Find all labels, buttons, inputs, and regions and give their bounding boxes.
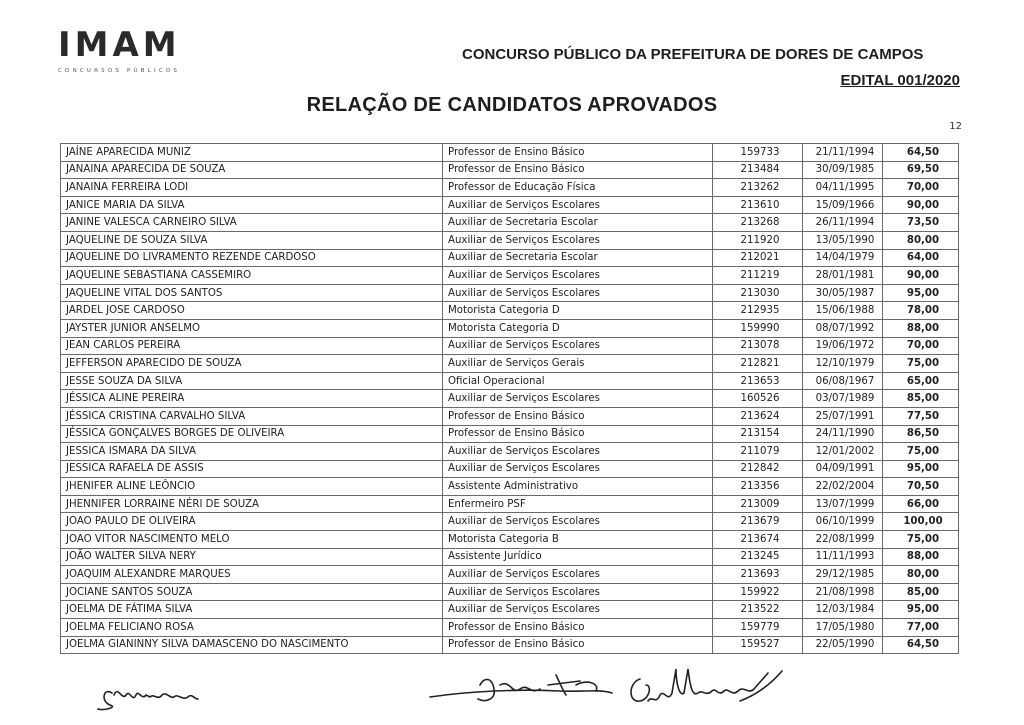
position: Auxiliar de Serviços Escolares <box>443 267 713 285</box>
position: Auxiliar de Serviços Escolares <box>443 566 713 584</box>
score: 95,00 <box>883 601 959 619</box>
candidate-name: JAQUELINE VITAL DOS SANTOS <box>61 284 443 302</box>
birth-date: 04/09/1991 <box>803 460 883 478</box>
inscription-number: 213693 <box>713 566 803 584</box>
birth-date: 21/11/1994 <box>803 144 883 162</box>
birth-date: 21/08/1998 <box>803 583 883 601</box>
position: Auxiliar de Secretaria Escolar <box>443 249 713 267</box>
score: 70,50 <box>883 478 959 496</box>
table-row <box>61 443 959 461</box>
birth-date: 03/07/1989 <box>803 390 883 408</box>
inscription-number: 213624 <box>713 407 803 425</box>
birth-date: 28/01/1981 <box>803 267 883 285</box>
candidate-name: JHENIFER ALINE LEÔNCIO <box>61 478 443 496</box>
position: Professor de Ensino Básico <box>443 161 713 179</box>
inscription-number: 213610 <box>713 196 803 214</box>
candidate-name: JAQUELINE DO LIVRAMENTO REZENDE CARDOSO <box>61 249 443 267</box>
table-row <box>61 460 959 478</box>
score: 75,00 <box>883 355 959 373</box>
candidate-name: JANAINA APARECIDA DE SOUZA <box>61 161 443 179</box>
score: 69,50 <box>883 161 959 179</box>
inscription-number: 213009 <box>713 495 803 513</box>
position: Motorista Categoria D <box>443 302 713 320</box>
position: Auxiliar de Serviços Escolares <box>443 337 713 355</box>
candidate-name: JAÍNE APARECIDA MUNIZ <box>61 144 443 162</box>
score: 65,00 <box>883 372 959 390</box>
table-row <box>61 161 959 179</box>
score: 64,50 <box>883 636 959 654</box>
table-row <box>61 548 959 566</box>
inscription-number: 159733 <box>713 144 803 162</box>
position: Auxiliar de Serviços Escolares <box>443 460 713 478</box>
table-row <box>61 390 959 408</box>
score: 64,00 <box>883 249 959 267</box>
table-row <box>61 302 959 320</box>
birth-date: 22/08/1999 <box>803 531 883 549</box>
position: Auxiliar de Serviços Escolares <box>443 284 713 302</box>
candidate-name: JESSE SOUZA DA SILVA <box>61 372 443 390</box>
table-row <box>61 231 959 249</box>
position: Assistente Jurídico <box>443 548 713 566</box>
table-row <box>61 583 959 601</box>
candidate-name: JAYSTER JUNIOR ANSELMO <box>61 319 443 337</box>
inscription-number: 212821 <box>713 355 803 373</box>
birth-date: 30/09/1985 <box>803 161 883 179</box>
table-row <box>61 619 959 637</box>
inscription-number: 211219 <box>713 267 803 285</box>
table-row <box>61 372 959 390</box>
table-row <box>61 179 959 197</box>
position: Auxiliar de Serviços Escolares <box>443 390 713 408</box>
inscription-number: 213030 <box>713 284 803 302</box>
candidate-name: JANICE MARIA DA SILVA <box>61 196 443 214</box>
logo-subtitle: CONCURSOS PÚBLICOS <box>58 68 181 74</box>
birth-date: 15/06/1988 <box>803 302 883 320</box>
birth-date: 30/05/1987 <box>803 284 883 302</box>
candidate-name: JÉSSICA GONÇALVES BORGES DE OLIVEIRA <box>61 425 443 443</box>
birth-date: 08/07/1992 <box>803 319 883 337</box>
candidate-name: JANAINA FERREIRA LODI <box>61 179 443 197</box>
inscription-number: 213245 <box>713 548 803 566</box>
inscription-number: 212842 <box>713 460 803 478</box>
position: Auxiliar de Secretaria Escolar <box>443 214 713 232</box>
score: 64,50 <box>883 144 959 162</box>
score: 95,00 <box>883 284 959 302</box>
inscription-number: 213268 <box>713 214 803 232</box>
score: 80,00 <box>883 231 959 249</box>
birth-date: 17/05/1980 <box>803 619 883 637</box>
table-row <box>61 214 959 232</box>
table-row <box>61 249 959 267</box>
approved-candidates-table <box>60 143 959 654</box>
table-row <box>61 144 959 162</box>
score: 78,00 <box>883 302 959 320</box>
candidate-name: JARDEL JOSE CARDOSO <box>61 302 443 320</box>
birth-date: 29/12/1985 <box>803 566 883 584</box>
candidate-name: JOAO PAULO DE OLIVEIRA <box>61 513 443 531</box>
inscription-number: 213674 <box>713 531 803 549</box>
signature-right <box>631 669 782 701</box>
table-row <box>61 531 959 549</box>
birth-date: 15/09/1966 <box>803 196 883 214</box>
position: Professor de Ensino Básico <box>443 407 713 425</box>
score: 90,00 <box>883 196 959 214</box>
position: Auxiliar de Serviços Gerais <box>443 355 713 373</box>
signatures <box>0 655 1024 725</box>
score: 90,00 <box>883 267 959 285</box>
inscription-number: 213356 <box>713 478 803 496</box>
position: Auxiliar de Serviços Escolares <box>443 196 713 214</box>
edital-number: EDITAL 001/2020 <box>840 72 960 89</box>
table-row <box>61 636 959 654</box>
candidate-name: JOAO VITOR NASCIMENTO MELO <box>61 531 443 549</box>
candidate-name: JAQUELINE DE SOUZA SILVA <box>61 231 443 249</box>
score: 88,00 <box>883 319 959 337</box>
inscription-number: 213484 <box>713 161 803 179</box>
document-title: RELAÇÃO DE CANDIDATOS APROVADOS <box>306 94 718 116</box>
signature-center <box>430 675 612 701</box>
birth-date: 26/11/1994 <box>803 214 883 232</box>
birth-date: 19/06/1972 <box>803 337 883 355</box>
inscription-number: 212935 <box>713 302 803 320</box>
position: Auxiliar de Serviços Escolares <box>443 601 713 619</box>
inscription-number: 213522 <box>713 601 803 619</box>
table-row <box>61 319 959 337</box>
table-row <box>61 407 959 425</box>
table-row <box>61 355 959 373</box>
position: Motorista Categoria B <box>443 531 713 549</box>
position: Auxiliar de Serviços Escolares <box>443 231 713 249</box>
table-body <box>61 144 959 654</box>
position: Assistente Administrativo <box>443 478 713 496</box>
inscription-number: 213653 <box>713 372 803 390</box>
inscription-number: 211079 <box>713 443 803 461</box>
position: Professor de Ensino Básico <box>443 636 713 654</box>
birth-date: 06/08/1967 <box>803 372 883 390</box>
score: 77,50 <box>883 407 959 425</box>
score: 66,00 <box>883 495 959 513</box>
table-row <box>61 478 959 496</box>
birth-date: 13/05/1990 <box>803 231 883 249</box>
birth-date: 24/11/1990 <box>803 425 883 443</box>
table-row <box>61 284 959 302</box>
position: Oficial Operacional <box>443 372 713 390</box>
candidate-name: JEFFERSON APARECIDO DE SOUZA <box>61 355 443 373</box>
score: 75,00 <box>883 531 959 549</box>
inscription-number: 213078 <box>713 337 803 355</box>
table-row <box>61 495 959 513</box>
birth-date: 22/05/1990 <box>803 636 883 654</box>
score: 100,00 <box>883 513 959 531</box>
candidate-name: JÉSSICA ALINE PEREIRA <box>61 390 443 408</box>
table-row <box>61 566 959 584</box>
table-row <box>61 267 959 285</box>
imam-logo <box>58 25 181 74</box>
candidate-name: JOAQUIM ALEXANDRE MARQUES <box>61 566 443 584</box>
birth-date: 25/07/1991 <box>803 407 883 425</box>
score: 70,00 <box>883 179 959 197</box>
table-row <box>61 601 959 619</box>
inscription-number: 213679 <box>713 513 803 531</box>
candidate-name: JESSICA ISMARA DA SILVA <box>61 443 443 461</box>
inscription-number: 212021 <box>713 249 803 267</box>
birth-date: 12/01/2002 <box>803 443 883 461</box>
position: Enfermeiro PSF <box>443 495 713 513</box>
birth-date: 13/07/1999 <box>803 495 883 513</box>
birth-date: 22/02/2004 <box>803 478 883 496</box>
birth-date: 12/10/1979 <box>803 355 883 373</box>
birth-date: 12/03/1984 <box>803 601 883 619</box>
logo-wordmark: IMAM <box>58 25 181 65</box>
position: Motorista Categoria D <box>443 319 713 337</box>
candidate-name: JEAN CARLOS PEREIRA <box>61 337 443 355</box>
score: 86,50 <box>883 425 959 443</box>
inscription-number: 159922 <box>713 583 803 601</box>
candidate-name: JHENNIFER LORRAINE NÉRI DE SOUZA <box>61 495 443 513</box>
position: Professor de Ensino Básico <box>443 425 713 443</box>
inscription-number: 213154 <box>713 425 803 443</box>
score: 80,00 <box>883 566 959 584</box>
score: 73,50 <box>883 214 959 232</box>
inscription-number: 160526 <box>713 390 803 408</box>
inscription-number: 213262 <box>713 179 803 197</box>
score: 77,00 <box>883 619 959 637</box>
birth-date: 06/10/1999 <box>803 513 883 531</box>
position: Professor de Ensino Básico <box>443 619 713 637</box>
contest-title: CONCURSO PÚBLICO DA PREFEITURA DE DORES DE CAMPOS <box>462 46 924 63</box>
table-row <box>61 196 959 214</box>
position: Auxiliar de Serviços Escolares <box>443 583 713 601</box>
candidate-name: JOELMA GIANINNY SILVA DAMASCENO DO NASCIMENTO <box>61 636 443 654</box>
inscription-number: 211920 <box>713 231 803 249</box>
inscription-number: 159779 <box>713 619 803 637</box>
candidate-name: JOÃO WALTER SILVA NERY <box>61 548 443 566</box>
position: Professor de Ensino Básico <box>443 144 713 162</box>
inscription-number: 159990 <box>713 319 803 337</box>
candidate-name: JOCIANE SANTOS SOUZA <box>61 583 443 601</box>
candidate-name: JOELMA DE FÁTIMA SILVA <box>61 601 443 619</box>
score: 75,00 <box>883 443 959 461</box>
table-row <box>61 513 959 531</box>
candidate-name: JANINE VALESCA CARNEIRO SILVA <box>61 214 443 232</box>
score: 85,00 <box>883 583 959 601</box>
birth-date: 14/04/1979 <box>803 249 883 267</box>
score: 85,00 <box>883 390 959 408</box>
signature-left <box>98 692 198 710</box>
birth-date: 04/11/1995 <box>803 179 883 197</box>
table-row <box>61 425 959 443</box>
table-row <box>61 337 959 355</box>
score: 95,00 <box>883 460 959 478</box>
inscription-number: 159527 <box>713 636 803 654</box>
candidate-name: JÉSSICA CRISTINA CARVALHO SILVA <box>61 407 443 425</box>
candidate-name: JAQUELINE SEBASTIANA CASSEMIRO <box>61 267 443 285</box>
candidate-name: JESSICA RAFAELA DE ASSIS <box>61 460 443 478</box>
score: 88,00 <box>883 548 959 566</box>
position: Auxiliar de Serviços Escolares <box>443 513 713 531</box>
candidate-name: JOELMA FELICIANO ROSA <box>61 619 443 637</box>
birth-date: 11/11/1993 <box>803 548 883 566</box>
position: Auxiliar de Serviços Escolares <box>443 443 713 461</box>
score: 70,00 <box>883 337 959 355</box>
page-number: 12 <box>949 121 962 132</box>
position: Professor de Educação Física <box>443 179 713 197</box>
